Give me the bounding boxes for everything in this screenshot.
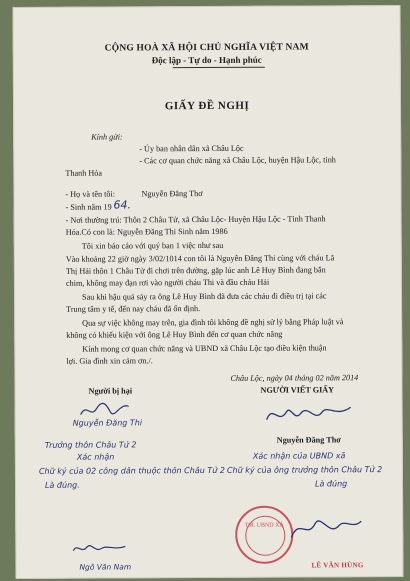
body-line-6: Trung tâm y tế, đến nay cháu đã ổn định. [66,304,201,314]
birth-label: - Sinh năm 19 [65,202,112,212]
chairman-signature [285,509,365,549]
addressee-label: Kính gửi: [91,132,123,142]
addressee-line-1: - Ủy ban nhân dân xã Châu Lộc [139,143,244,154]
addressee-line-2: - Các cơ quan chức năng xã Châu Lộc, huyện Hậu Lộc, tỉnh [139,155,336,166]
left-handwritten-name: Nguyễn Đăng Thi [72,418,143,428]
body-line-7: Qua sự việc không may trên, gia đình tôi không đề nghị sử lý bằng Pháp luật và [82,317,344,328]
body-line-1: Tôi xin báo cáo với quý ban 1 việc như sau [81,240,224,251]
left-note-3: Chữ ký của 02 công dân thuộc thôn Châu Tử 2 [38,465,225,476]
official-seal-text: TM. UBND XÃ [244,522,284,529]
motto-underline [173,67,265,68]
document-title: GIẤY ĐỀ NGHỊ [164,99,250,113]
body-line-2: Vào khoảng 22 giờ ngày 3/02/1014 con tôi là Nguyễn Đăng Thi cùng với cháu Lã [65,253,335,264]
date-line: Châu Lộc, ngày 04 tháng 02 năm 2014 [230,373,359,383]
official-seal-inner-ring [245,516,285,556]
right-signature [261,399,357,430]
name-label: - Họ và tên tôi: [65,189,116,199]
address-line-2: Hóa.Có con là: Nguyễn Đăng Thi Sinh năm 1986 [65,226,228,237]
left-bottom-name: Ngô Văn Nam [79,562,132,572]
right-note-1: Xác nhận của UBND xã [252,451,346,461]
body-line-4: chim, không may đạn rơi vào người cháu Thi và đầu cháu Hải [65,277,270,288]
right-note-3: Là đúng [314,479,348,489]
right-note-2: Chữ ký của ông trưởng thôn Châu Tử 2 [226,465,383,475]
national-name: CỘNG HOÀ XÃ HỘI CHỦ NGHĨA VIỆT NAM [104,42,309,54]
body-line-8: không có khiếu kiện với ông Lê Huy Bình đến cơ quan chức năng [66,329,283,340]
left-note-1: Trưởng thôn Châu Tử 2 [44,440,137,450]
addressee-line-3: Thanh Hóa [65,168,103,178]
body-line-10: lợi. Gia đình xin cảm ơn./. [66,356,153,366]
body-line-9: Kính mong cơ quan chức năng và UBND xã Châu Lộc tạo điều kiện thuận [82,343,327,354]
left-signer-label: Người bị hại [88,386,133,396]
birth-value-handwritten: 64. [113,198,132,212]
chairman-name-stamp: LÊ VĂN HÙNG [311,561,364,570]
right-signer-label: NGƯỜI VIẾT GIẤY [260,385,335,395]
left-note-2: Xác nhận [76,452,115,462]
name-value: Nguyễn Đăng Thơ [141,189,203,199]
address-line-1: - Nơi thường trú: Thôn 2 Châu Tử, xã Châu Lộc- Huyện Hậu Lộc - Tỉnh Thanh [65,214,326,225]
body-line-5: Sau khi hậu quả sảy ra ông Lê Huy Bình đã đưa các cháu đi điều trị tại các [82,291,327,302]
writer-printed-name: Nguyễn Đăng Thơ [276,435,341,445]
body-line-3: Thị Hải thôn 1 Châu Tử đi chơi trên đường, gặp lúc anh Lê Huy Bình đang bắn [65,265,326,276]
document-page [13,5,404,579]
left-bottom-signature [69,536,133,560]
left-note-4: Là đúng. [44,480,80,490]
national-motto: Độc lập - Tự do - Hạnh phúc [151,54,262,66]
